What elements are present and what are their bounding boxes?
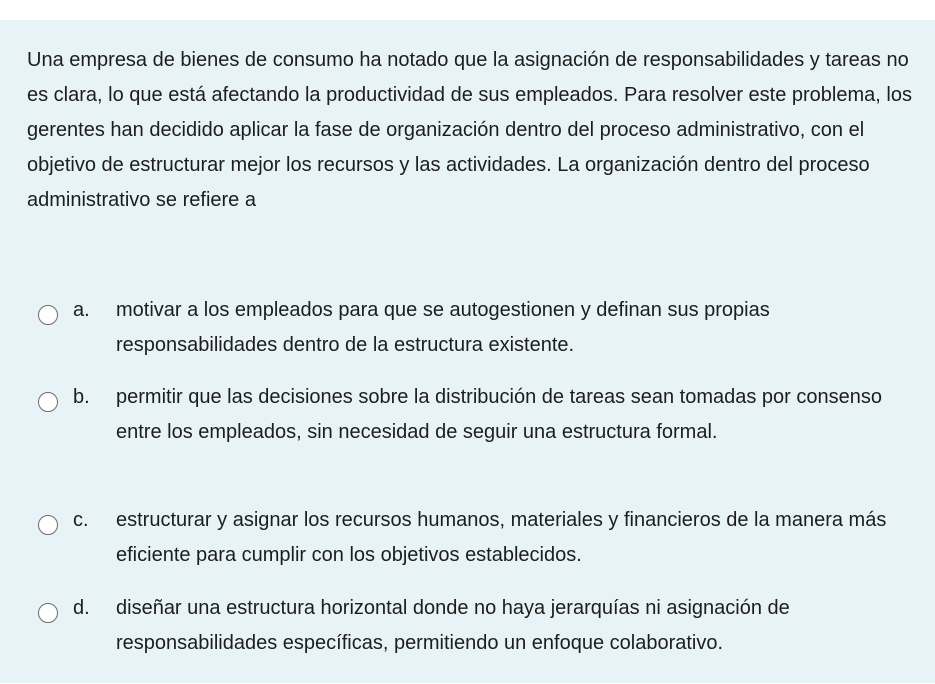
option-letter-d: d.	[73, 597, 90, 619]
question-text: Una empresa de bienes de consumo ha notado que la asignación de responsabilidades y tareas no es clara, lo que está afectando la productividad de sus empleados. Para resolver este problema, los gerentes han decidido aplicar la fase de organización dentro del proceso administrativo, con el objetivo de estructurar mejor los recursos y las actividades. La organización dentro del proceso administrativo se refiere a	[27, 49, 912, 211]
radio-button-d[interactable]	[38, 603, 58, 623]
option-letter-a: a.	[73, 299, 90, 321]
radio-button-c[interactable]	[38, 515, 58, 535]
option-text-c: estructurar y asignar los recursos humanos, materiales y financieros de la manera más eficiente para cumplir con los objetivos establecidos.	[116, 509, 887, 566]
radio-button-a[interactable]	[38, 305, 58, 325]
option-letter-b: b.	[73, 386, 90, 408]
option-text-b: permitir que las decisiones sobre la distribución de tareas sean tomadas por consenso entre los empleados, sin necesidad de seguir una estructura formal.	[116, 386, 882, 443]
radio-button-b[interactable]	[38, 392, 58, 412]
option-letter-c: c.	[73, 509, 89, 531]
question-panel	[0, 20, 935, 683]
option-text-a: motivar a los empleados para que se autogestionen y definan sus propias responsabilidades dentro de la estructura existente.	[116, 299, 770, 356]
option-text-d: diseñar una estructura horizontal donde no haya jerarquías ni asignación de responsabilidades específicas, permitiendo un enfoque colaborativo.	[116, 597, 790, 654]
